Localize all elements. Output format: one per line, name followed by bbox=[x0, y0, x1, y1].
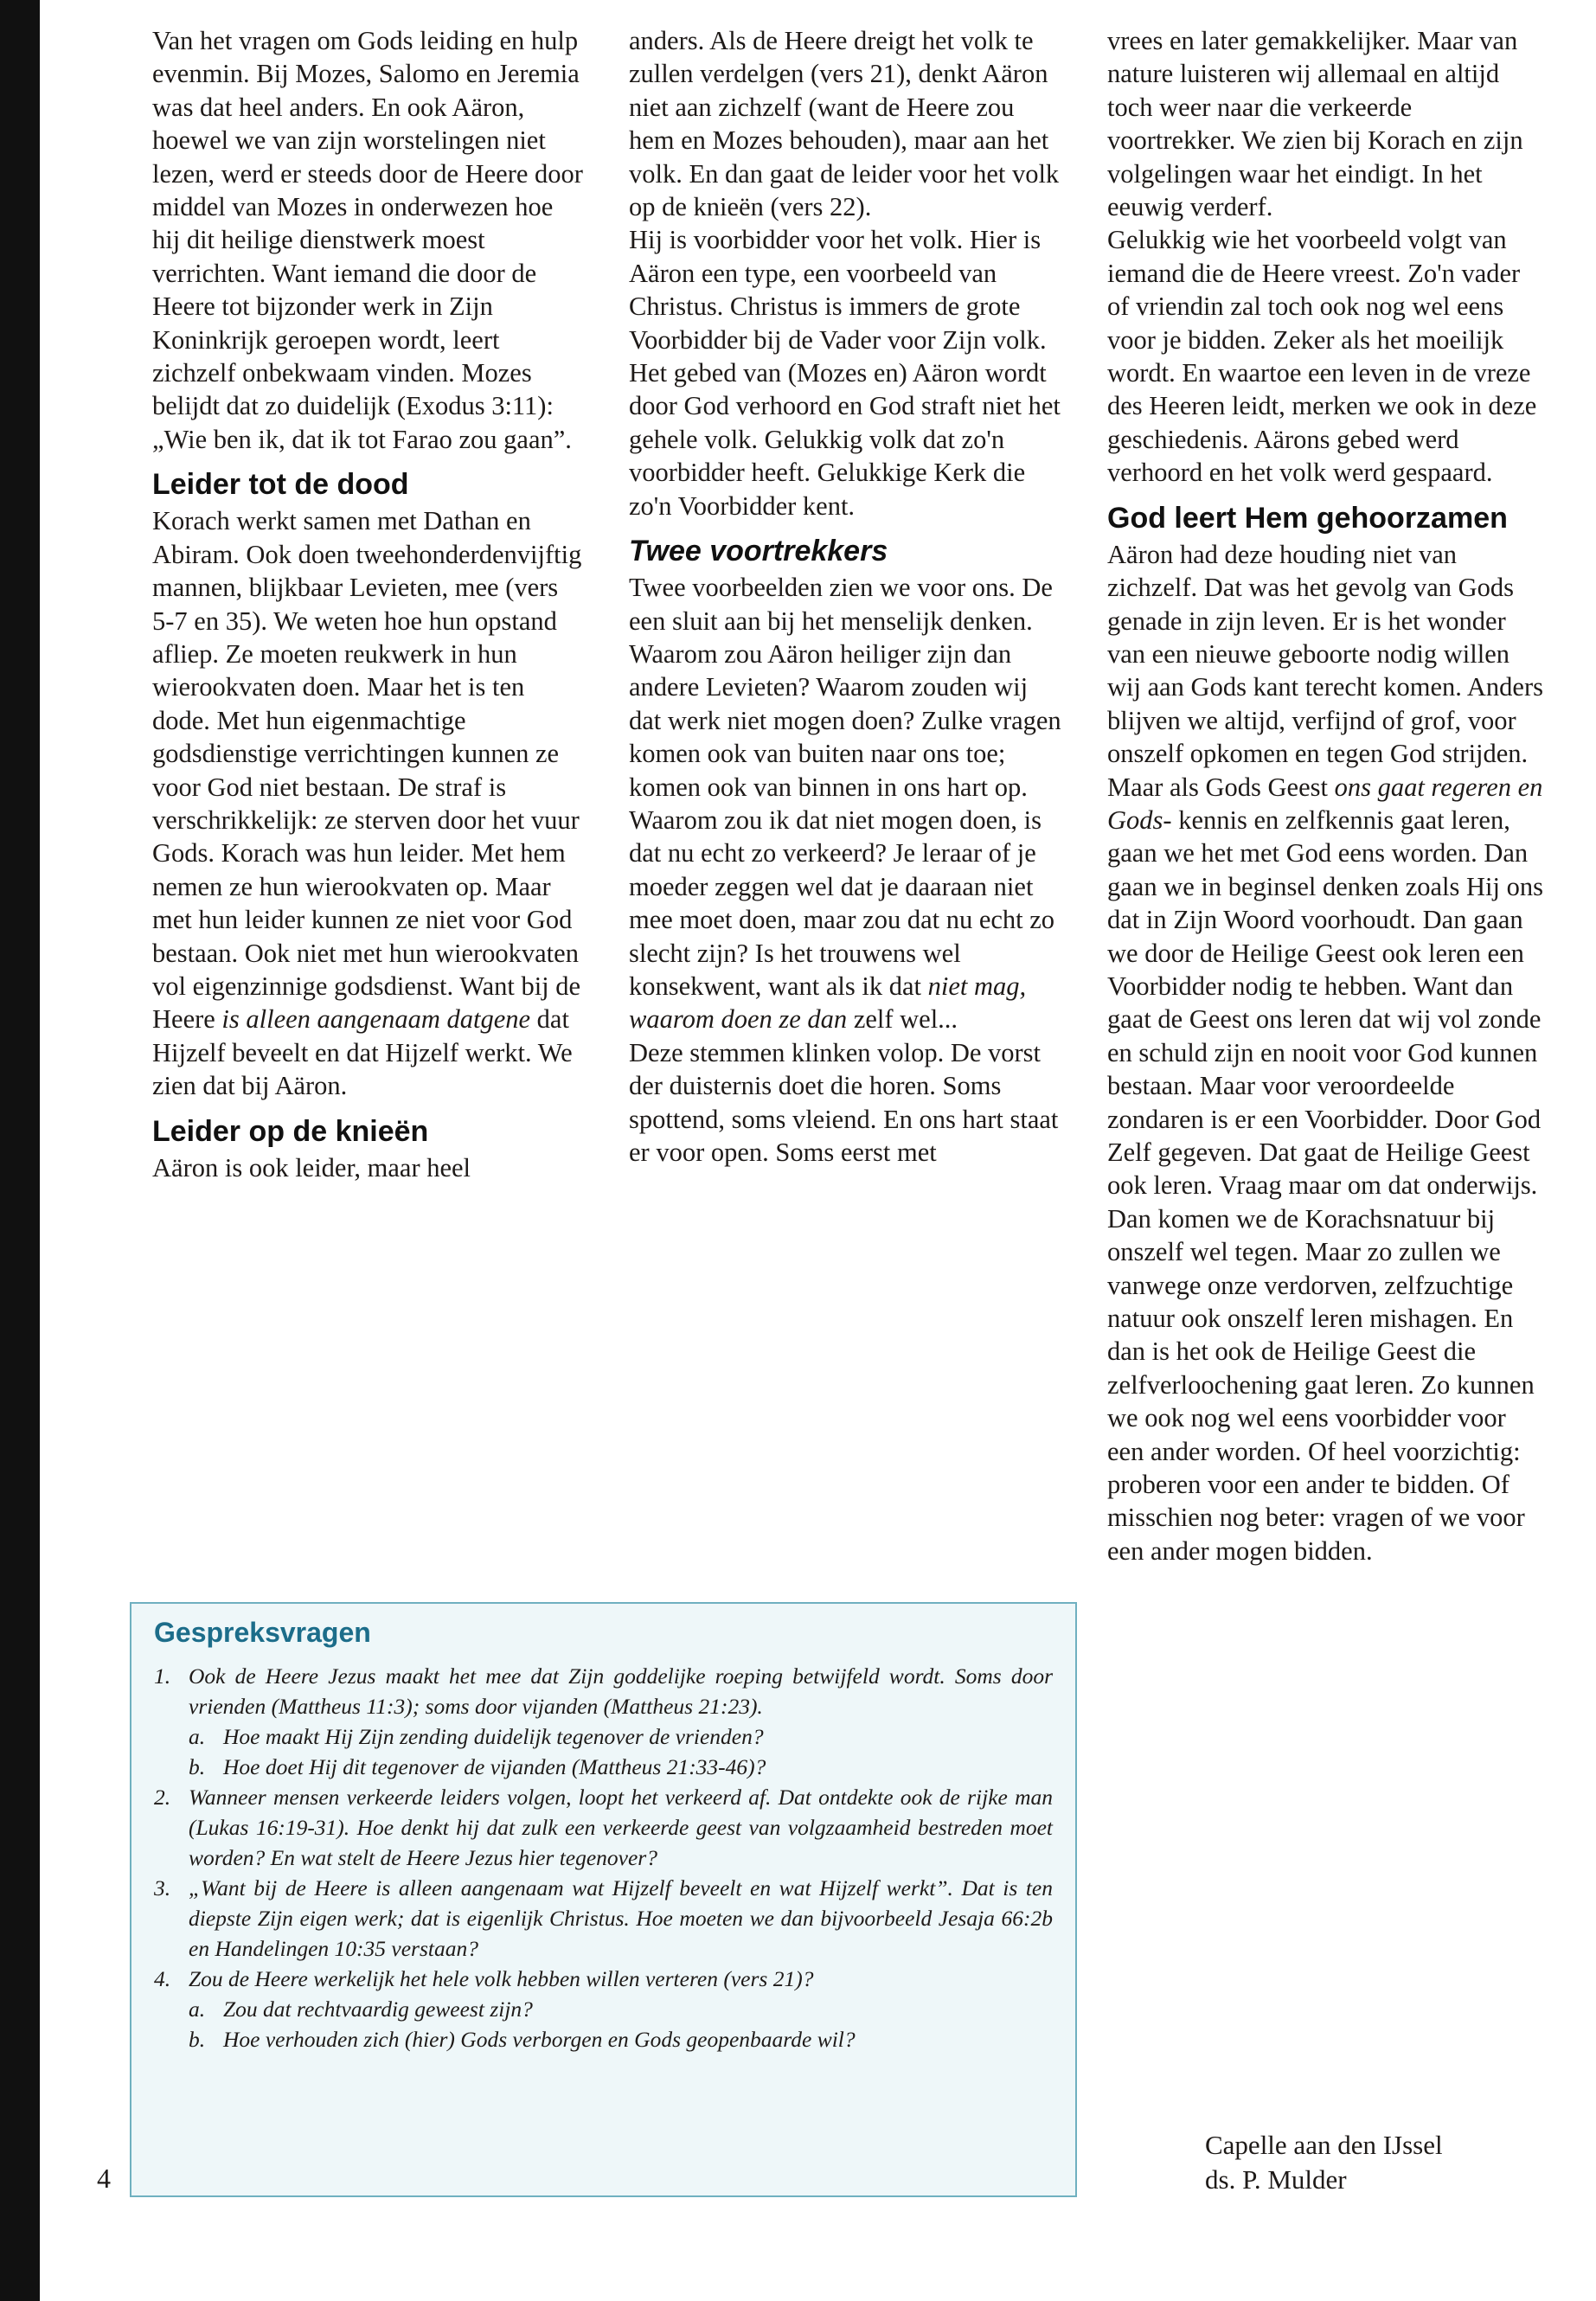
section-heading: Twee voortrekkers bbox=[629, 535, 888, 568]
text-column-2 bbox=[629, 24, 1066, 1169]
paragraph-text: Hij is voorbidder voor het volk. Hier is Aäron een type, een voorbeeld van Christus. Christus is immers de grote Voorbidder bij de Vader voor Zijn volk. bbox=[629, 225, 1047, 355]
paragraph-text-continued: zelf wel... bbox=[853, 1004, 958, 1035]
paragraph bbox=[152, 24, 585, 456]
sub-question-item bbox=[154, 1994, 1053, 2024]
paragraph bbox=[629, 356, 1066, 522]
sub-question-item bbox=[154, 1721, 1053, 1752]
paragraph-emphasis: ons gaat regeren en Gods- bbox=[1107, 772, 1543, 835]
paragraph-text: Aäron had deze houding niet van zichzelf. Dat was het gevolg van Gods genade in zijn leven. Er is het wonder van een nieuwe geboorte nodig willen wij aan Gods kant terecht komen. Anders blijven we altijd, verfijnd of grof, voor onszelf opkomen en tegen God strijden. Maar als Gods Geest bbox=[1107, 539, 1543, 802]
question-item bbox=[154, 1873, 1053, 1964]
sub-question-letter: b. bbox=[189, 2027, 206, 2052]
question-number: 4. bbox=[154, 1966, 171, 1991]
signature bbox=[1205, 2128, 1443, 2197]
sub-question-item bbox=[154, 1752, 1053, 1782]
paragraph-text-continued: dat Hijzelf beveelt en dat Hijzelf werkt. We zien dat bij Aäron. bbox=[152, 1004, 573, 1101]
text-column-1 bbox=[152, 24, 585, 1184]
paragraph-text: Gelukkig wie het voorbeeld volgt van iemand die de Heere vreest. Zo'n vader of vriendin zal toch ook nog wel eens voor je bidden. Zeker als het moeilijk wordt. En waartoe een leven in de vreze des Heeren leidt, merken we ook in deze geschiedenis. Aärons gebed werd verhoord en het volk werd gespaard. bbox=[1107, 225, 1537, 488]
sub-question-text: Zou dat rechtvaardig geweest zijn? bbox=[223, 1997, 533, 2022]
paragraph bbox=[1107, 538, 1544, 1568]
paragraph bbox=[152, 504, 585, 1102]
question-text: „Want bij de Heere is alleen aangenaam wat Hijzelf beveelt en wat Hijzelf werkt”. Dat is ten diepste Zijn eigen werk; dat is eigenlijk Christus. Hoe moeten we dan bijvoorbeeld Jesaja 66:2b en Handelingen 10:35 verstaan? bbox=[189, 1875, 1053, 1961]
signature-place: Capelle aan den IJssel bbox=[1205, 2130, 1443, 2160]
paragraph-text: Van het vragen om Gods leiding en hulp evenmin. Bij Mozes, Salomo en Jeremia was dat heel anders. En ook Aäron, hoewel we van zijn worstelingen niet lezen, werd er steeds door de Heere door middel van Mozes in onderwezen hoe hij dit heilige dienstwerk moest verrichten. Want iemand die door de Heere tot bijzonder werk in Zijn Koninkrijk geroepen wordt, leert zichzelf onbekwaam vinden. Mozes belijdt dat zo duidelijk (Exodus 3:11): „Wie ben ik, dat ik tot Farao zou gaan”. bbox=[152, 26, 583, 454]
paragraph bbox=[1107, 24, 1544, 223]
paragraph-text: Korach werkt samen met Dathan en Abiram. Ook doen tweehonderdenvijftig mannen, blijkbaar Levieten, mee (vers 5-7 en 35). We weten hoe hun opstand afliep. Ze moeten reukwerk in hun wierookvaten doen. Maar het is ten dode. Met hun eigenmachtige godsdienstige verrichtingen kunnen ze voor God niet bestaan. De straf is verschrikkelijk: ze sterven door het vuur Gods. Korach was hun leider. Met hem nemen ze hun wierookvaten op. Maar met hun leider kunnen ze niet voor God bestaan. Ook niet met hun wierookvaten vol eigenzinnige godsdienst. Want bij de Heere bbox=[152, 506, 582, 1035]
text-column-3 bbox=[1107, 24, 1544, 1567]
paragraph bbox=[629, 1036, 1066, 1170]
paragraph bbox=[629, 571, 1066, 1036]
paragraph-text: anders. Als de Heere dreigt het volk te zullen verdelgen (vers 21), denkt Aäron niet aan zichzelf (want de Heere zou hem en Mozes behouden), maar aan het volk. En dan gaat de leider voor het volk op de knieën (vers 22). bbox=[629, 26, 1060, 222]
sub-question-text: Hoe verhouden zich (hier) Gods verborgen en Gods geopenbaarde wil? bbox=[223, 2027, 856, 2052]
paragraph bbox=[629, 24, 1066, 223]
question-number: 2. bbox=[154, 1785, 171, 1810]
section-heading: Leider op de knieën bbox=[152, 1114, 429, 1148]
paragraph-text: Deze stemmen klinken volop. De vorst der duisternis doet die horen. Soms spottend, soms vleiend. En ons hart staat er voor open. Soms eerst met bbox=[629, 1037, 1059, 1167]
section-heading: Leider tot de dood bbox=[152, 468, 409, 502]
question-text: Zou de Heere werkelijk het hele volk hebben willen verteren (vers 21)? bbox=[189, 1966, 814, 1991]
paragraph bbox=[629, 223, 1066, 356]
sub-question-text: Hoe maakt Hij Zijn zending duidelijk tegenover de vrienden? bbox=[223, 1724, 764, 1749]
paragraph-text: Het gebed van (Mozes en) Aäron wordt door God verhoord en God straft niet het gehele volk. Gelukkig volk dat zo'n voorbidder heeft. Gelukkige Kerk die zo'n Voorbidder kent. bbox=[629, 358, 1061, 521]
sub-question-letter: a. bbox=[189, 1997, 206, 2022]
paragraph-text-continued: kennis en zelfkennis gaat leren, gaan we het met God eens worden. Dan gaan we in beginsel denken zoals Hij ons dat in Zijn Woord voorhoudt. Dan gaan we door de Heilige Geest ook leren een Voorbidder nodig te hebben. Want dan gaat de Geest ons leren dat wij vol zonde en schuld zijn en nooit voor God kunnen bestaan. Maar voor veroordeelde zondaren is er een Voorbidder. Door God Zelf gegeven. Dat gaat de Heilige Geest ook leren. Vraag maar om dat onderwijs. Dan komen we de Korachsnatuur bij onszelf wel tegen. Maar zo zullen we vanwege onze verdorven, zelfzuchtige natuur ook onszelf leren mishagen. En dan is het ook de Heilige Geest die zelfverloochening gaat leren. Zo kunnen we ook nog wel eens voorbidder voor een ander worden. Of heel voorzichtig: proberen voor een ander te bidden. Of misschien nog beter: vragen of we voor een ander mogen bidden. bbox=[1107, 804, 1543, 1566]
paragraph-text: vrees en later gemakkelijker. Maar van nature luisteren wij allemaal en altijd toch weer naar die verkeerde voortrekker. We zien bij Korach en zijn volgelingen waar het eindigt. In het eeuwig verderf. bbox=[1107, 26, 1523, 222]
page-edge-bar bbox=[0, 0, 40, 2301]
paragraph-emphasis: is alleen aangenaam datgene bbox=[221, 1004, 531, 1035]
sub-question-text: Hoe doet Hij dit tegenover de vijanden (Mattheus 21:33-46)? bbox=[223, 1754, 766, 1779]
question-item bbox=[154, 1782, 1053, 1873]
question-item bbox=[154, 1661, 1053, 1721]
questions-list bbox=[154, 1661, 1053, 2054]
question-text: Ook de Heere Jezus maakt het mee dat Zijn goddelijke roeping betwijfeld wordt. Soms door vrienden (Mattheus 11:3); soms door vijanden (Mattheus 21:23). bbox=[189, 1663, 1053, 1719]
question-number: 1. bbox=[154, 1663, 171, 1689]
paragraph-text: Aäron is ook leider, maar heel bbox=[152, 1152, 471, 1183]
sub-question-letter: a. bbox=[189, 1724, 206, 1749]
sub-question-letter: b. bbox=[189, 1754, 206, 1779]
sub-question-item bbox=[154, 2024, 1053, 2054]
question-item bbox=[154, 1964, 1053, 1994]
question-number: 3. bbox=[154, 1875, 171, 1900]
paragraph bbox=[1107, 223, 1544, 489]
paragraph-emphasis: niet mag, waarom doen ze dan bbox=[629, 971, 1027, 1035]
page-number: 4 bbox=[97, 2163, 111, 2194]
section-heading: God leert Hem gehoorzamen bbox=[1107, 501, 1508, 535]
discussion-questions-box bbox=[130, 1602, 1077, 2197]
question-text: Wanneer mensen verkeerde leiders volgen, loopt het verkeerd af. Dat ontdekte ook de rijke man (Lukas 16:19-31). Hoe denkt hij dat zulk een verkeerde geest van volgzaamheid bestreden moet worden? En wat stelt de Heere Jezus hier tegenover? bbox=[189, 1785, 1053, 1870]
paragraph-text: Twee voorbeelden zien we voor ons. De een sluit aan bij het menselijk denken. Waarom zou Aäron heiliger zijn dan andere Levieten? Waarom zouden wij dat werk niet mogen doen? Zulke vragen komen ook van buiten naar ons toe; komen ook van binnen in ons hart op. Waarom zou ik dat niet mogen doen, is dat nu echt zo verkeerd? Je leraar of je moeder zeggen wel dat je daaraan niet mee moet doen, maar zou dat nu echt zo slecht zijn? Is het trouwens wel konsekwent, want als ik dat bbox=[629, 573, 1061, 1001]
signature-author: ds. P. Mulder bbox=[1205, 2164, 1347, 2195]
questions-title: Gespreksvragen bbox=[154, 1617, 371, 1648]
paragraph bbox=[152, 1151, 585, 1184]
